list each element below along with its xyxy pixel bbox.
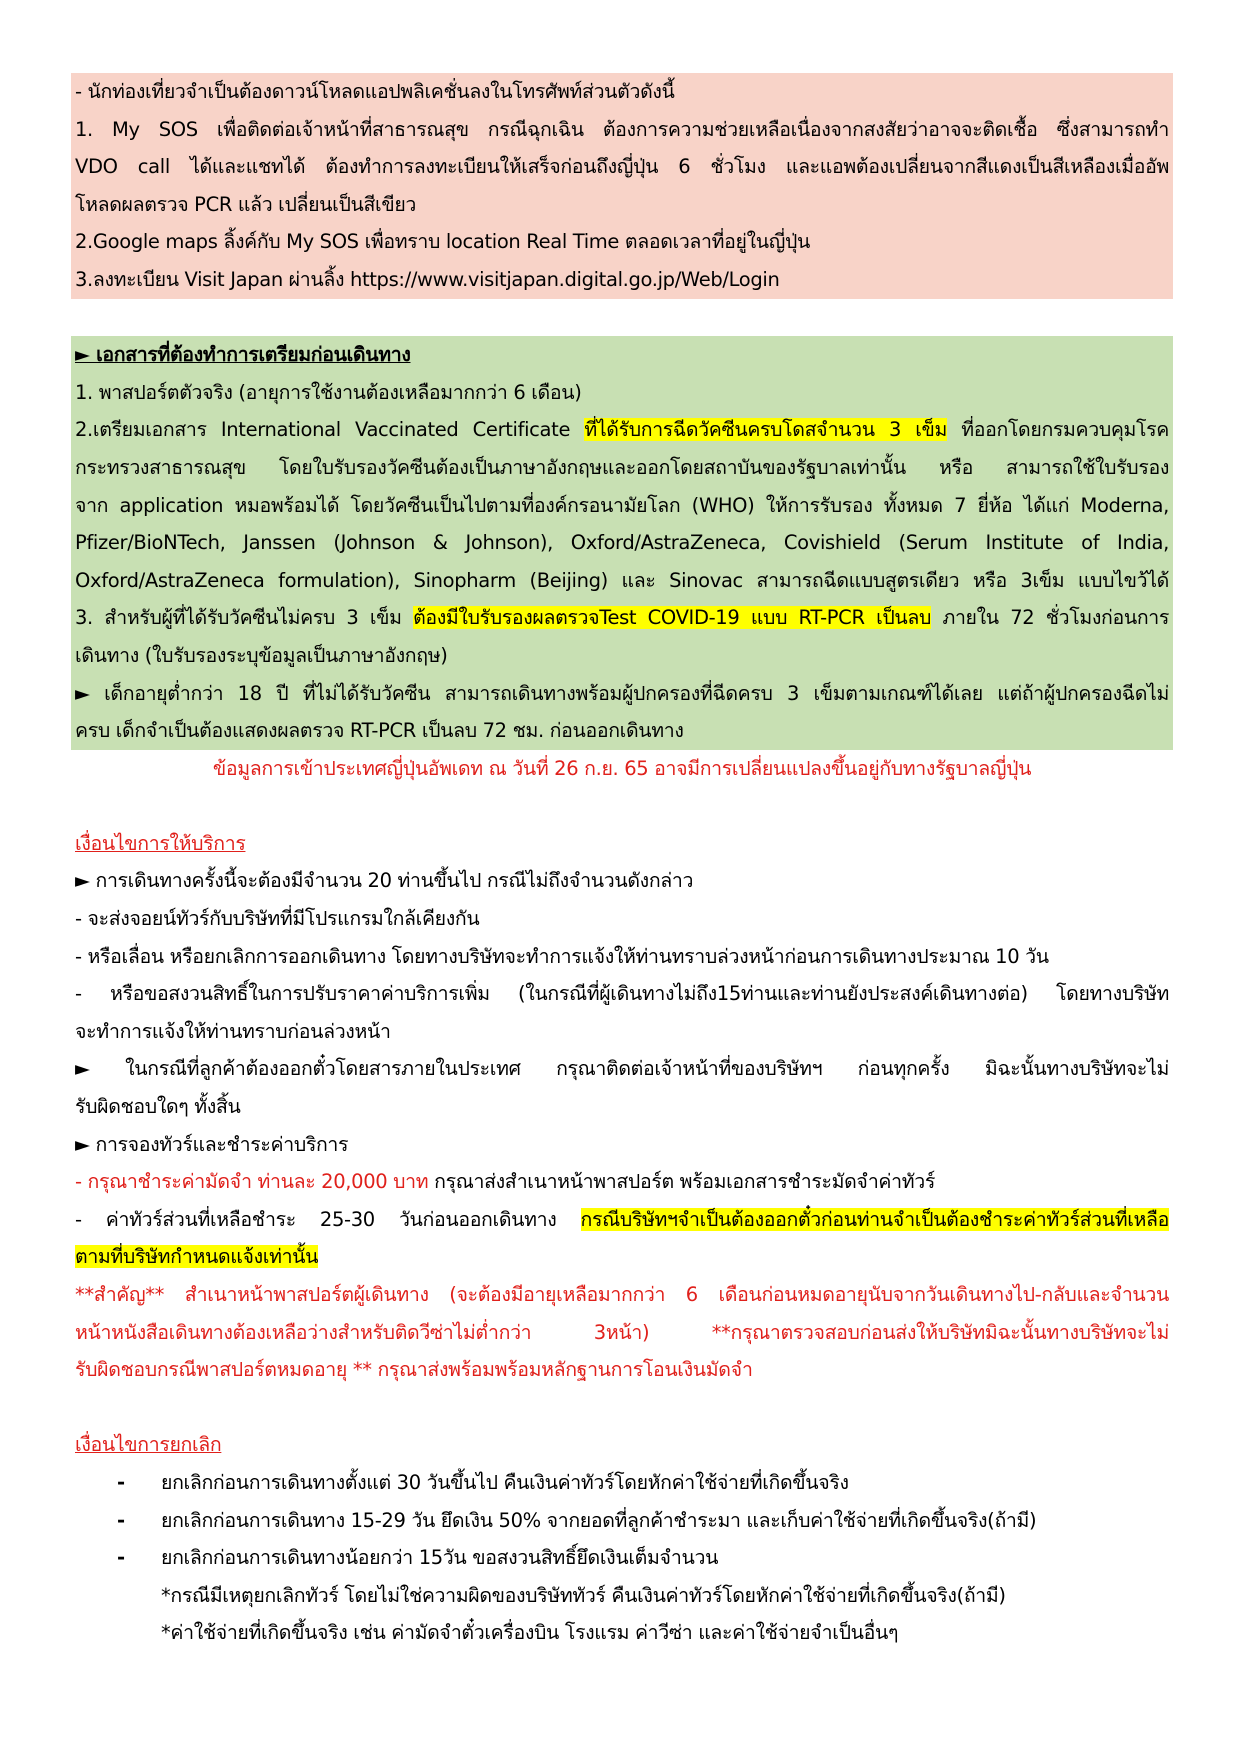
doc-item-3-text-a: 3. สำหรับผู้ที่ได้รับวัคซีนไม่ครบ 3 เข็ม: [75, 606, 414, 630]
app-mysos-line-1: 1. My SOS เพื่อติดต่อเจ้าหน้าที่สาธารณสุข กรณีฉุกเฉิน ต้องการความช่วยเหลือเนื่องจากสงสัยว่าอาจจะติดเชื้อ ซึ่งสามารถทำ: [75, 117, 1169, 141]
update-note: ข้อมูลการเข้าประเทศญี่ปุ่นอัพเดท ณ วันที่ 26 ก.ย. 65 อาจมีการเปลี่ยนแปลงขึ้นอยู่กับทางรัฐบาลญี่ปุ่น: [212, 756, 1032, 780]
deposit-instructions: กรุณาส่งสำเนาหน้าพาสปอร์ต พร้อมเอกสารชำระมัดจำค่าทัวร์: [428, 1170, 935, 1194]
service-line-5: จะทำการแจ้งให้ท่านทราบก่อนล่วงหน้า: [75, 1019, 391, 1043]
service-deposit-line: [75, 1163, 1169, 1201]
service-balance-line: [75, 1201, 1169, 1239]
bullet-dash: -: [117, 1508, 125, 1532]
doc-item-2-line-1: [75, 411, 1169, 449]
cancel-item-text: ยกเลิกก่อนการเดินทางน้อยกว่า 15วัน ขอสงวนสิทธิ์ยึดเงินเต็มจำนวน: [161, 1546, 719, 1570]
service-line-3: - หรือเลื่อน หรือยกเลิกการออกเดินทาง โดยทางบริษัทจะทำการแจ้งให้ท่านทราบล่วงหน้าก่อนการเดินทางประมาณ 10 วัน: [75, 944, 1049, 968]
app-google-maps: 2.Google maps ลิ้งค์กับ My SOS เพื่อทราบ location Real Time ตลอดเวลาที่อยู่ในญี่ปุ่น: [75, 230, 810, 254]
documents-heading: ► เอกสารที่ต้องทำการเตรียมก่อนเดินทาง: [75, 343, 411, 367]
doc-item-2-text-b: ที่ออกโดยกรมควบคุมโรค: [947, 418, 1169, 442]
doc-item-3-line-2: เดินทาง (ใบรับรองระบุข้อมูลเป็นภาษาอังกฤษ): [75, 643, 448, 667]
cancel-item-text: ยกเลิกก่อนการเดินทางตั้งแต่ 30 วันขึ้นไป คืนเงินค่าทัวร์โดยหักค่าใช้จ่ายที่เกิดขึ้นจริง: [161, 1470, 849, 1494]
important-line-2: หน้าหนังสือเดินทางต้องเหลือว่างสำหรับติดวีซ่าไม่ต่ำกว่า 3หน้า) **กรุณาตรวจสอบก่อนส่งให้บริษัทมิฉะนั้นทางบริษัทจะไม่: [75, 1320, 1169, 1344]
service-line-1: ► การเดินทางครั้งนี้จะต้องมีจำนวน 20 ท่านขึ้นไป กรณีไม่ถึงจำนวนดังกล่าว: [75, 869, 694, 893]
doc-item-3-highlight: ต้องมีใบรับรองผลตรวจTest COVID-19 แบบ RT-PCR เป็นลบ: [413, 606, 932, 630]
doc-child-line-1: ► เด็กอายุต่ำกว่า 18 ปี ที่ไม่ได้รับวัคซีน สามารถเดินทางพร้อมผู้ปกครองที่ฉีดครบ 3 เข็มตามเกณฑ์ได้เลย แต่ถ้าผู้ปกครองฉีดไม่: [75, 681, 1169, 705]
cancel-item: [75, 1502, 1169, 1540]
service-line-2: - จะส่งจอยน์ทัวร์กับบริษัทที่มีโปรแกรมใกล้เคียงกัน: [75, 907, 480, 931]
service-line-6: ► ในกรณีที่ลูกค้าต้องออกตั๋วโดยสารภายในประเทศ กรุณาติดต่อเจ้าหน้าที่ของบริษัทฯ ก่อนทุกครั้ง มิฉะนั้นทางบริษัทจะไม่: [75, 1057, 1169, 1081]
doc-item-2-text-a: 2.เตรียมเอกสาร International Vaccinated Certificate: [75, 418, 585, 442]
bullet-dash: -: [117, 1546, 125, 1570]
important-line-1: **สำคัญ** สำเนาหน้าพาสปอร์ตผู้เดินทาง (จะต้องมีอายุเหลือมากกว่า 6 เดือนก่อนหมดอายุนับจากวันเดินทางไป-กลับและจำนวน: [75, 1283, 1169, 1306]
doc-item-2-line-5: Oxford/AstraZeneca formulation), Sinopharm (Beijing) และ Sinovac สามารถฉีดแบบสูตรเดียว หรือ 3เข็ม แบบไขว้ได้: [75, 568, 1169, 592]
service-line-7: รับผิดชอบใดๆ ทั้งสิ้น: [75, 1095, 241, 1119]
doc-item-1: 1. พาสปอร์ตตัวจริง (อายุการใช้งานต้องเหลือมากกว่า 6 เดือน): [75, 380, 582, 404]
service-balance-line-2: [75, 1238, 1169, 1276]
apps-intro: - นักท่องเที่ยวจำเป็นต้องดาวน์โหลดแอปพลิเคชั่นลงในโทรศัพท์ส่วนตัวดังนี้: [75, 80, 675, 103]
service-line-4: - หรือขอสงวนสิทธิ์ในการปรับราคาค่าบริการเพิ่ม (ในกรณีที่ผู้เดินทางไม่ถึง15ท่านและท่านยังประสงค์เดินทางต่อ) โดยทางบริษัท: [75, 982, 1169, 1006]
cancel-section: [71, 1426, 1173, 1652]
doc-item-2-highlight: ที่ได้รับการฉีดวัคซีนครบโดสจำนวน 3 เข็ม: [584, 418, 948, 442]
doc-item-2-line-2: กระทรวงสาธารณสุข โดยใบรับรองวัคซีนต้องเป็นภาษาอังกฤษและออกโดยสถาบันของรัฐบาลเท่านั้น หรือ สามารถใช้ใบรับรอง: [75, 455, 1169, 479]
deposit-amount: - กรุณาชำระค่ามัดจำ ท่านละ 20,000 บาท: [75, 1170, 429, 1194]
doc-item-3-line-1: [75, 599, 1169, 637]
cancel-heading: เงื่อนไขการยกเลิก: [75, 1433, 222, 1457]
app-visit-japan: 3.ลงทะเบียน Visit Japan ผ่านลิ้ง https://www.visitjapan.digital.go.jp/Web/Login: [75, 267, 780, 291]
doc-item-2-line-3: จาก application หมอพร้อมได้ โดยวัคซีนเป็นไปตามที่องค์กรอนามัยโลก (WHO) ให้การรับรอง ทั้งหมด 7 ยี่ห้อ ได้แก่ Moderna,: [75, 493, 1169, 517]
service-heading: เงื่อนไขการให้บริการ: [75, 831, 246, 855]
balance-text: - ค่าทัวร์ส่วนที่เหลือชำระ 25-30 วันก่อนออกเดินทาง: [75, 1207, 581, 1231]
cancel-item: [75, 1539, 1169, 1577]
japan-apps-section: [71, 73, 1173, 299]
service-line-8: ► การจองทัวร์และชำระค่าบริการ: [75, 1132, 349, 1156]
spacer: [71, 1389, 1173, 1427]
service-section: [71, 825, 1173, 1389]
doc-child-line-2: ครบ เด็กจำเป็นต้องแสดงผลตรวจ RT-PCR เป็นลบ 72 ชม. ก่อนออกเดินทาง: [75, 719, 684, 743]
document-page: [71, 73, 1173, 1652]
cancel-note-1: *กรณีมีเหตุยกเลิกทัวร์ โดยไม่ใช่ความผิดของบริษัททัวร์ คืนเงินค่าทัวร์โดยหักค่าใช้จ่ายที่เกิดขึ้นจริง(ถ้ามี): [161, 1583, 1006, 1607]
doc-item-2-line-4: Pfizer/BioNTech, Janssen (Johnson & Johnson), Oxford/AstraZeneca, Covishield (Serum Institute of India,: [75, 531, 1169, 555]
doc-item-3-text-b: ภายใน 72 ชั่วโมงก่อนการ: [931, 606, 1169, 630]
cancel-item-text: ยกเลิกก่อนการเดินทาง 15-29 วัน ยึดเงิน 50% จากยอดที่ลูกค้าชำระมา และเก็บค่าใช้จ่ายที่เกิดขึ้นจริง(ถ้ามี): [161, 1508, 1037, 1532]
bullet-dash: -: [117, 1470, 125, 1494]
spacer: [71, 299, 1173, 337]
documents-section: [71, 336, 1173, 750]
balance-highlight-2: ตามที่บริษัทกำหนดแจ้งเท่านั้น: [75, 1245, 319, 1269]
important-line-3: รับผิดชอบกรณีพาสปอร์ตหมดอายุ ** กรุณาส่งพร้อมพร้อมหลักฐานการโอนเงินมัดจำ: [75, 1358, 753, 1382]
balance-highlight: กรณีบริษัทฯจำเป็นต้องออกตั๋วก่อนท่านจำเป็นต้องชำระค่าทัวร์ส่วนที่เหลือ: [580, 1207, 1169, 1231]
cancel-item: [75, 1464, 1169, 1502]
spacer: [71, 787, 1173, 825]
app-mysos-line-2: VDO call ได้และแชทได้ ต้องทำการลงทะเบียนให้เสร็จก่อนถึงญี่ปุ่น 6 ชั่วโมง และแอพต้องเปลี่ยนจากสีแดงเป็นสีเหลืองเมื่ออัพ: [75, 155, 1169, 179]
cancel-note-2: *ค่าใช้จ่ายที่เกิดขึ้นจริง เช่น ค่ามัดจำตั๋วเครื่องบิน โรงแรม ค่าวีซ่า และค่าใช้จ่ายจำเป็นอื่นๆ: [161, 1621, 899, 1645]
app-mysos-line-3: โหลดผลตรวจ PCR แล้ว เปลี่ยนเป็นสีเขียว: [75, 192, 417, 216]
